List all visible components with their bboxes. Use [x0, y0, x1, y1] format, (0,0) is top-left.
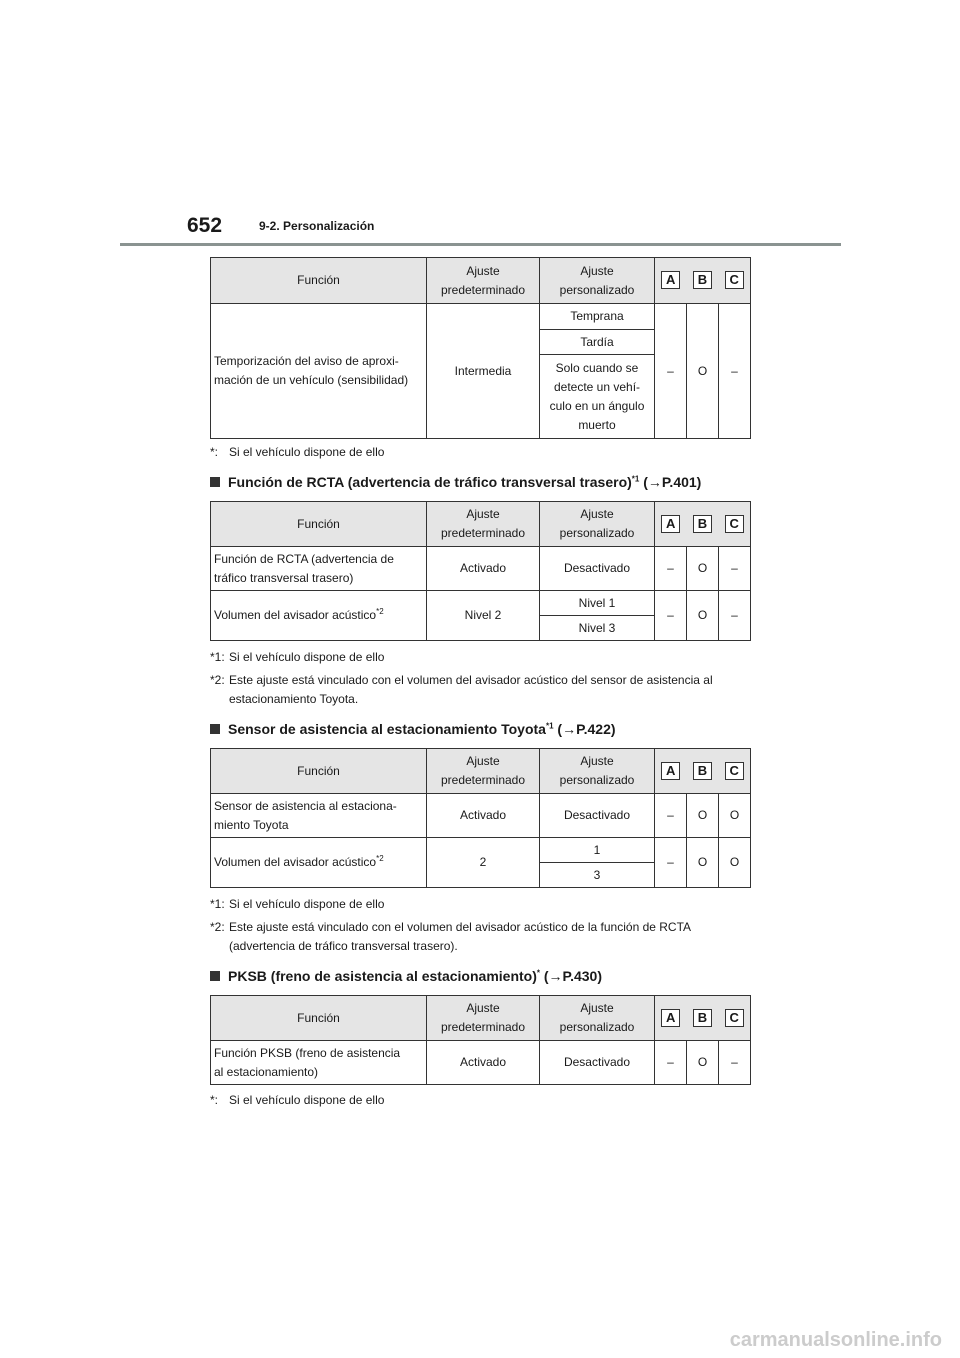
settings-table-rcta — [210, 501, 751, 641]
custom-option: Temprana — [540, 304, 655, 330]
watermark: carmanualsonline.info — [729, 1329, 942, 1351]
table-header-row — [211, 258, 751, 304]
footnote: *2: Este ajuste está vinculado con el volumen del avisador acústico de la función de RCTA — [210, 920, 692, 934]
custom-option: 3 — [540, 863, 655, 888]
settings-table-sensitivity — [210, 257, 751, 439]
col-custom: Ajuste personalizado — [540, 258, 655, 304]
section-heading-pksb: PKSB (freno de asistencia al estacionamiento)* (→P.430) — [210, 968, 602, 984]
page-reference: (→P.422) — [557, 721, 616, 737]
custom-option: 1 — [540, 838, 655, 863]
table-header-row — [211, 749, 751, 794]
col-custom: Ajuste personalizado — [540, 502, 655, 547]
function-cell: Temporización del aviso de aproxi- mación de un vehículo (sensibilidad) — [211, 304, 427, 439]
table-row — [211, 547, 751, 591]
section-title: 9-2. Personalización — [259, 219, 375, 233]
a-cell: – — [655, 591, 687, 641]
b-cell: O — [687, 304, 719, 439]
default-cell: Activado — [427, 547, 540, 591]
settings-table-pksb — [210, 995, 751, 1085]
table-row — [211, 838, 751, 863]
function-cell: Función de RCTA (advertencia de tráfico transversal trasero) — [211, 547, 427, 591]
col-default: Ajuste predeterminado — [427, 502, 540, 547]
custom-cell: Desactivado — [540, 794, 655, 838]
col-b: B — [687, 258, 719, 304]
function-cell: Volumen del avisador acústico$^{*2}$ — [211, 591, 427, 641]
table-row — [211, 1041, 751, 1085]
footnote-continuation: (advertencia de tráfico transversal trasero). — [229, 939, 458, 953]
c-cell: – — [719, 591, 751, 641]
col-a: A — [655, 502, 687, 547]
col-custom: Ajuste personalizado — [540, 749, 655, 794]
c-cell: – — [719, 304, 751, 439]
custom-option: Solo cuando se detecte un vehí- culo en un ángulo muerto — [540, 355, 655, 439]
c-cell: – — [719, 1041, 751, 1085]
page-reference: (→P.401) — [643, 474, 702, 490]
col-c: C — [719, 258, 751, 304]
bullet-square-icon — [210, 724, 220, 734]
header-rule — [120, 243, 841, 246]
default-cell: 2 — [427, 838, 540, 888]
b-cell: O — [687, 591, 719, 641]
table-row — [211, 304, 751, 330]
page-number: 652 — [187, 214, 223, 237]
bullet-square-icon — [210, 477, 220, 487]
footnote: *1: Si el vehículo dispone de ello — [210, 897, 385, 911]
footnote: *1: Si el vehículo dispone de ello — [210, 650, 385, 664]
custom-option: Nivel 1 — [540, 591, 655, 616]
footnote: *2: Este ajuste está vinculado con el volumen del avisador acústico del sensor de asistencia al — [210, 673, 713, 687]
col-c: C — [719, 502, 751, 547]
b-cell: O — [687, 838, 719, 888]
a-cell: – — [655, 794, 687, 838]
footnote: *: Si el vehículo dispone de ello — [210, 445, 385, 459]
b-cell: O — [687, 547, 719, 591]
a-cell: – — [655, 1041, 687, 1085]
section-heading-rcta: Función de RCTA (advertencia de tráfico transversal trasero)$^{*1}$ (→P.401) — [210, 474, 701, 490]
table-header-row — [211, 996, 751, 1041]
custom-option: Tardía — [540, 330, 655, 355]
default-cell: Activado — [427, 1041, 540, 1085]
col-b: B — [687, 996, 719, 1041]
table-header-row — [211, 502, 751, 547]
default-cell: Intermedia — [427, 304, 540, 439]
col-default: Ajuste predeterminado — [427, 749, 540, 794]
function-cell: Volumen del avisador acústico$^{*2}$ — [211, 838, 427, 888]
custom-cell: Desactivado — [540, 547, 655, 591]
function-cell: Función PKSB (freno de asistencia al estacionamiento) — [211, 1041, 427, 1085]
footnote-continuation: estacionamiento Toyota. — [229, 692, 359, 706]
default-cell: Activado — [427, 794, 540, 838]
function-cell: Sensor de asistencia al estaciona- miento Toyota — [211, 794, 427, 838]
col-default: Ajuste predeterminado — [427, 996, 540, 1041]
c-cell: O — [719, 794, 751, 838]
col-default: Ajuste predeterminado — [427, 258, 540, 304]
col-b: B — [687, 749, 719, 794]
c-cell: – — [719, 547, 751, 591]
footnote: *: Si el vehículo dispone de ello — [210, 1093, 385, 1107]
col-function: Función — [211, 502, 427, 547]
c-cell: O — [719, 838, 751, 888]
col-function: Función — [211, 258, 427, 304]
default-cell: Nivel 2 — [427, 591, 540, 641]
a-cell: – — [655, 304, 687, 439]
col-custom: Ajuste personalizado — [540, 996, 655, 1041]
section-heading-sensor: Sensor de asistencia al estacionamiento Toyota$^{*1}$ (→P.422) — [210, 721, 616, 737]
a-cell: – — [655, 547, 687, 591]
table-row — [211, 794, 751, 838]
bullet-square-icon — [210, 971, 220, 981]
custom-option: Nivel 3 — [540, 616, 655, 641]
b-cell: O — [687, 1041, 719, 1085]
col-a: A — [655, 258, 687, 304]
custom-cell: Desactivado — [540, 1041, 655, 1085]
table-row — [211, 591, 751, 616]
col-a: A — [655, 996, 687, 1041]
col-a: A — [655, 749, 687, 794]
col-b: B — [687, 502, 719, 547]
col-c: C — [719, 996, 751, 1041]
col-function: Función — [211, 996, 427, 1041]
page-reference: (→P.430) — [543, 968, 602, 984]
col-c: C — [719, 749, 751, 794]
b-cell: O — [687, 794, 719, 838]
settings-table-sensor — [210, 748, 751, 888]
col-function: Función — [211, 749, 427, 794]
a-cell: – — [655, 838, 687, 888]
